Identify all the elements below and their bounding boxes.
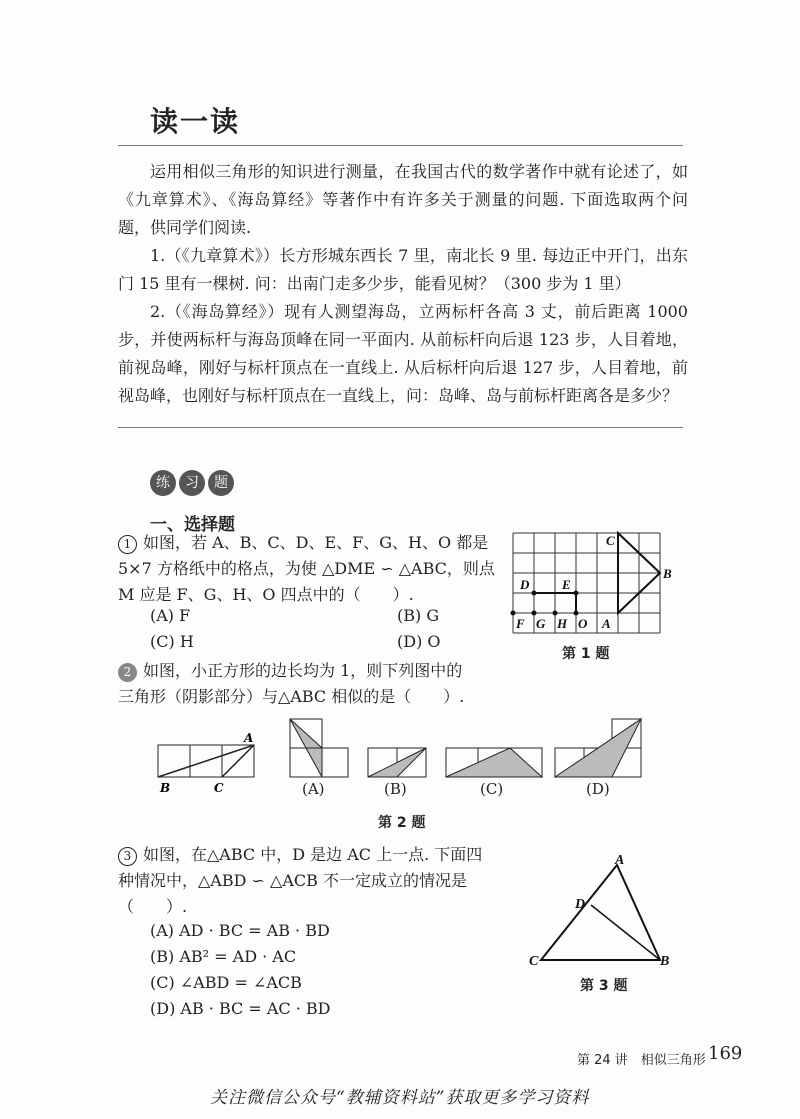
figure-2 — [150, 712, 650, 807]
label-f: F — [516, 616, 525, 631]
label-c: C — [606, 533, 615, 548]
fig2-option-d-label: (D) — [586, 780, 610, 798]
top-divider — [118, 145, 683, 146]
figure-2-caption: 第 2 题 — [378, 815, 426, 831]
reading-problem-2: 2.（《海岛算经》）现有人测望海岛，立两标杆各高 3 丈，前后距离 1000 步，并使两标杆与海岛顶峰在同一平面内. 从前标杆向后退 123 步，人目着地，前视岛峰，刚好与标杆顶点在一直线上. 从后标杆向后退 127 步，人目着地，前视岛峰，也刚好与标杆顶点在一直线上，问：岛峰、岛与前标杆距离各是多少？ — [118, 302, 688, 405]
label-o: O — [578, 616, 588, 631]
label-a: A — [602, 616, 611, 631]
figure-1-caption: 第 1 题 — [562, 646, 610, 662]
q2-line-2: 三角形（阴影部分）与△ABC 相似的是（ ）. — [118, 687, 465, 706]
figure-3-caption: 第 3 题 — [580, 978, 628, 994]
bottom-divider — [118, 427, 683, 428]
figure-2-option-b — [368, 748, 426, 777]
q1-line-3: M 应是 F、G、H、O 四点中的（ ）. — [118, 585, 414, 604]
grid-points — [511, 591, 579, 616]
figure-2-abc — [158, 745, 254, 777]
page-number: 169 — [708, 1043, 743, 1064]
figure-2-option-c — [446, 748, 542, 777]
fig2-option-b-label: (B) — [384, 780, 407, 798]
lecture-label: 第 24 讲 相似三角形 — [577, 1053, 706, 1068]
fig3-label-c: C — [529, 954, 539, 969]
label-d: D — [520, 577, 530, 592]
question-1-number: 1 — [118, 535, 137, 554]
badge-xi: 习 — [179, 470, 205, 496]
q1-line-1: 如图，若 A、B、C、D、E、F、G、H、O 都是 — [143, 533, 489, 552]
q3-line-1: 如图，在△ABC 中，D 是边 AC 上一点. 下面四 — [143, 845, 483, 864]
q1-option-b: (B) G — [397, 606, 440, 625]
fig3-label-d: D — [575, 897, 586, 912]
fig2-label-b: B — [160, 781, 171, 795]
question-3-number: 3 — [118, 847, 137, 866]
badge-lian: 练 — [150, 470, 176, 496]
section-heading: 读一读 — [150, 105, 241, 138]
fig2-option-a-label: (A) — [302, 780, 325, 798]
fig2-label-c: C — [214, 781, 224, 795]
figure-2-option-a — [290, 719, 348, 777]
q1-line-2: 5×7 方格纸中的格点，为使 △DME ∽ △ABC，则点 — [118, 559, 495, 578]
fig2-label-a: A — [244, 731, 254, 745]
question-3-options — [150, 918, 330, 1022]
label-g: G — [536, 616, 546, 631]
practice-badges — [150, 470, 237, 496]
q3-line-2: 种情况中，△ABD ∽ △ACB 不一定成立的情况是 — [118, 871, 467, 890]
label-e: E — [562, 577, 571, 592]
reading-intro: 运用相似三角形的知识进行测量，在我国古代的数学著作中就有论述了，如《九章算术》、《海岛算经》等著作中有许多关于测量的问题. 下面选取两个问题，供同学们阅读. — [118, 162, 688, 237]
fig3-label-b: B — [660, 954, 670, 969]
q3-option-b: (B) AB² = AD · AC — [150, 947, 297, 966]
segment-bd — [591, 905, 660, 960]
q1-option-d: (D) O — [397, 632, 441, 651]
q3-option-d: (D) AB · BC = AC · BD — [150, 999, 331, 1018]
label-b: B — [663, 566, 672, 581]
fig2-option-c-label: (C) — [480, 780, 504, 798]
reading-body — [118, 158, 688, 410]
fig3-label-a: A — [615, 853, 625, 868]
q2-line-1: 如图，小正方形的边长均为 1，则下列图中的 — [143, 661, 463, 680]
label-h: H — [557, 616, 568, 631]
q1-option-c: (C) H — [150, 632, 194, 651]
q3-option-a: (A) AD · BC = AB · BD — [150, 921, 330, 940]
figure-2-option-d — [555, 719, 641, 777]
figure-3-triangle — [525, 850, 685, 975]
question-2 — [118, 658, 518, 710]
q1-option-a: (A) F — [150, 606, 191, 625]
question-1 — [118, 530, 513, 608]
question-3 — [118, 842, 528, 920]
question-2-number: 2 — [118, 663, 137, 682]
q3-line-3: （ ）. — [118, 897, 188, 916]
reading-problem-1: 1.（《九章算术》）长方形城东西长 7 里，南北长 9 里. 每边正中开门，出东门 15 里有一棵树. 问：出南门走多少步，能看见树？（300 步为 1 里） — [118, 246, 688, 293]
section-title: 一、选择题 — [150, 515, 235, 535]
watermark-text: 关注微信公众号“教辅资料站”获取更多学习资料 — [210, 1088, 590, 1108]
figure-1-grid — [505, 525, 675, 640]
badge-ti: 题 — [208, 470, 234, 496]
q3-option-c: (C) ∠ABD = ∠ACB — [150, 973, 302, 992]
